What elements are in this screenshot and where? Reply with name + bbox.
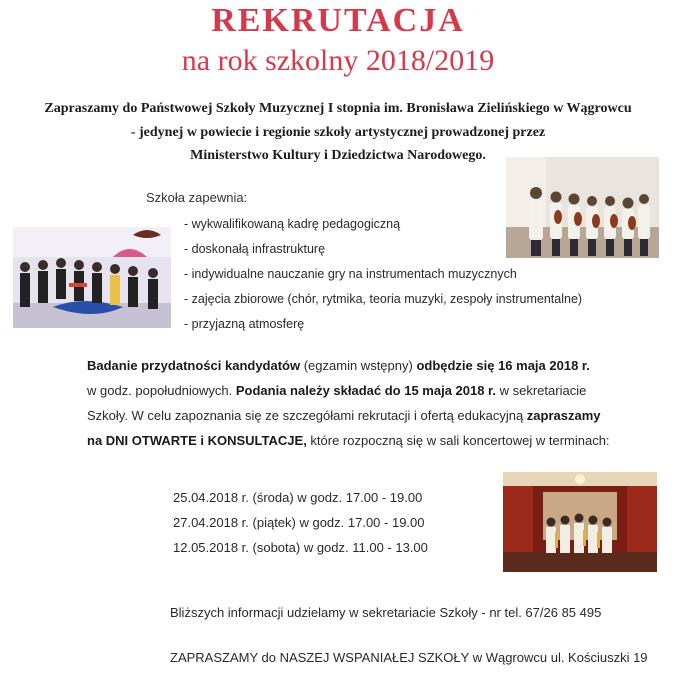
- offer-item: - wykwalifikowaną kadrę pedagogiczną: [184, 217, 401, 231]
- open-days-label: na DNI OTWARTE i KONSULTACJE,: [87, 433, 307, 448]
- exam-line-2: [87, 383, 586, 398]
- closing-invitation: ZAPRASZAMY do NASZEJ WSPANIAŁEJ SZKOŁY w Wągrowcu ul. Kościuszki 19: [170, 650, 648, 665]
- violin-students-photo: [506, 157, 659, 258]
- poster-title: REKRUTACJA: [211, 2, 465, 39]
- offer-item: - doskonałą infrastrukturę: [184, 242, 326, 256]
- exam-text: w sekretariacie: [496, 383, 587, 398]
- open-day-date: 12.05.2018 r. (sobota) w godz. 11.00 - 13.00: [173, 540, 428, 555]
- contact-info: Bliższych informacji udzielamy w sekretariacie Szkoły - nr tel. 67/26 85 495: [170, 605, 602, 620]
- exam-text: które rozpoczną się w sali koncertowej w terminach:: [306, 433, 610, 448]
- dance-group-photo: [13, 227, 171, 328]
- offer-heading: Szkoła zapewnia:: [146, 190, 248, 205]
- intro-line-1: Zapraszamy do Państwowej Szkoły Muzycznej I stopnia im. Bronisława Zielińskiego w Wągrowcu: [44, 101, 632, 116]
- exam-line-4: [87, 433, 610, 448]
- intro-line-3: Ministerstwo Kultury i Dziedzictwa Narodowego.: [190, 148, 486, 163]
- open-day-date: 25.04.2018 r. (środa) w godz. 17.00 - 19.00: [173, 490, 423, 505]
- offer-item: - indywidualne nauczanie gry na instrumentach muzycznych: [184, 267, 517, 281]
- offer-item: - przyjazną atmosferę: [184, 317, 305, 331]
- exam-text: Szkoły. W celu zapoznania się ze szczegółami rekrutacji i ofertą edukacyjną: [87, 408, 527, 423]
- recital-hall-photo: [503, 472, 657, 572]
- exam-note: (egzamin wstępny): [300, 358, 417, 373]
- exam-line-3: [87, 408, 601, 423]
- open-day-date: 27.04.2018 r. (piątek) w godz. 17.00 - 19.00: [173, 515, 425, 530]
- exam-time: w godz. popołudniowych.: [87, 383, 236, 398]
- offer-item: - zajęcia zbiorowe (chór, rytmika, teoria muzyki, zespoły instrumentalne): [184, 292, 583, 306]
- application-deadline: Podania należy składać do 15 maja 2018 r.: [235, 383, 497, 398]
- exam-line-1: [87, 358, 590, 373]
- poster-subtitle: na rok szkolny 2018/2019: [181, 44, 495, 77]
- intro-line-2: - jedynej w powiecie i regionie szkoły artystycznej prowadzonej przez: [130, 125, 546, 140]
- exam-date: odbędzie się 16 maja 2018 r.: [416, 358, 590, 373]
- invite-word: zapraszamy: [526, 408, 601, 423]
- exam-text: Badanie przydatności kandydatów: [87, 358, 301, 373]
